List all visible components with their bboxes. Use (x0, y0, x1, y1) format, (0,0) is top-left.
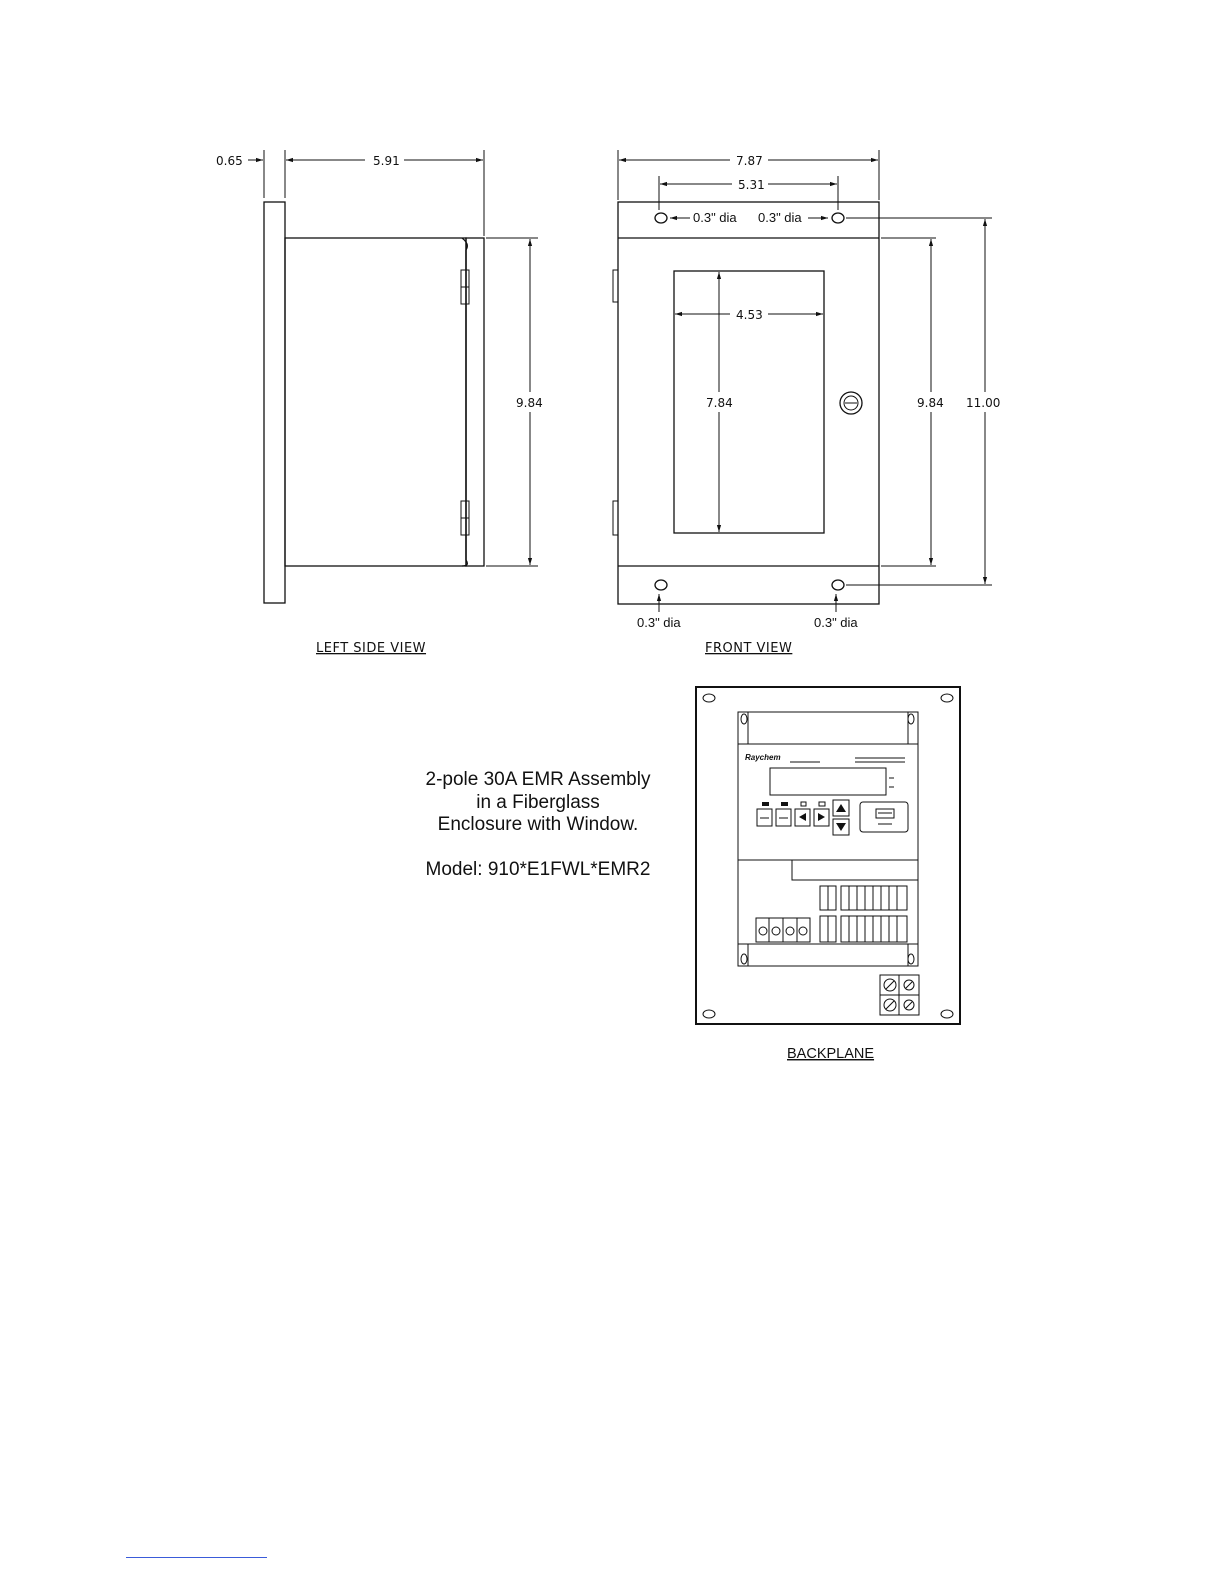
lcd-display (770, 768, 886, 795)
dim-door-height: 9.84 (917, 396, 944, 410)
hinge-top-icon (613, 270, 618, 302)
description-line-2: in a Fiberglass (476, 792, 600, 813)
flange-outline (264, 202, 285, 603)
backplane (696, 687, 960, 1062)
mount-hole-top-right (832, 213, 844, 223)
model-number: Model: 910*E1FWL*EMR2 (425, 859, 651, 880)
mount-hole-bottom-left (655, 580, 667, 590)
dim-hole-spacing: 5.31 (738, 178, 765, 192)
hole-label-top-left: 0.3" dia (693, 210, 737, 225)
brand-label: Raychem (745, 753, 781, 762)
front-view-caption: FRONT VIEW (705, 641, 793, 656)
hole-label-bottom-left: 0.3" dia (637, 615, 681, 630)
dim-height: 9.84 (516, 396, 543, 410)
hinge-bottom-icon (613, 501, 618, 535)
footnote-divider (126, 1557, 267, 1558)
emr-module (738, 712, 918, 966)
dim-hole-height: 11.00 (966, 396, 1001, 410)
body-outline (285, 238, 466, 566)
left-view-caption: LEFT SIDE VIEW (316, 641, 427, 656)
front-view (613, 150, 1000, 656)
hole-label-bottom-right: 0.3" dia (814, 615, 858, 630)
dim-window-height: 7.84 (706, 396, 733, 410)
mount-hole-top-left (655, 213, 667, 223)
mount-hole-bottom-right (832, 580, 844, 590)
description-line-3: Enclosure with Window. (437, 814, 639, 835)
description-line-1: 2-pole 30A EMR Assembly (425, 769, 651, 790)
terminal-block-upper (820, 886, 907, 910)
terminal-block-lower (820, 916, 907, 942)
left-side-view (216, 150, 543, 656)
hole-label-top-right: 0.3" dia (758, 210, 802, 225)
ground-terminal (880, 975, 919, 1015)
dim-width: 7.87 (736, 154, 763, 168)
card-slot (860, 802, 908, 832)
dim-flange: 0.65 (216, 154, 243, 168)
backplane-outline (696, 687, 960, 1024)
mount-slot-icon (941, 694, 953, 702)
backplane-caption: BACKPLANE (787, 1046, 875, 1062)
hinge-bottom-icon (461, 501, 469, 535)
door-latch-icon (840, 392, 862, 414)
hinge-top-icon (461, 270, 469, 304)
mount-slot-icon (941, 1010, 953, 1018)
dim-window-width: 4.53 (736, 308, 763, 322)
mount-slot-icon (703, 1010, 715, 1018)
dim-depth: 5.91 (373, 154, 400, 168)
power-terminal (756, 918, 810, 942)
mount-slot-icon (703, 694, 715, 702)
